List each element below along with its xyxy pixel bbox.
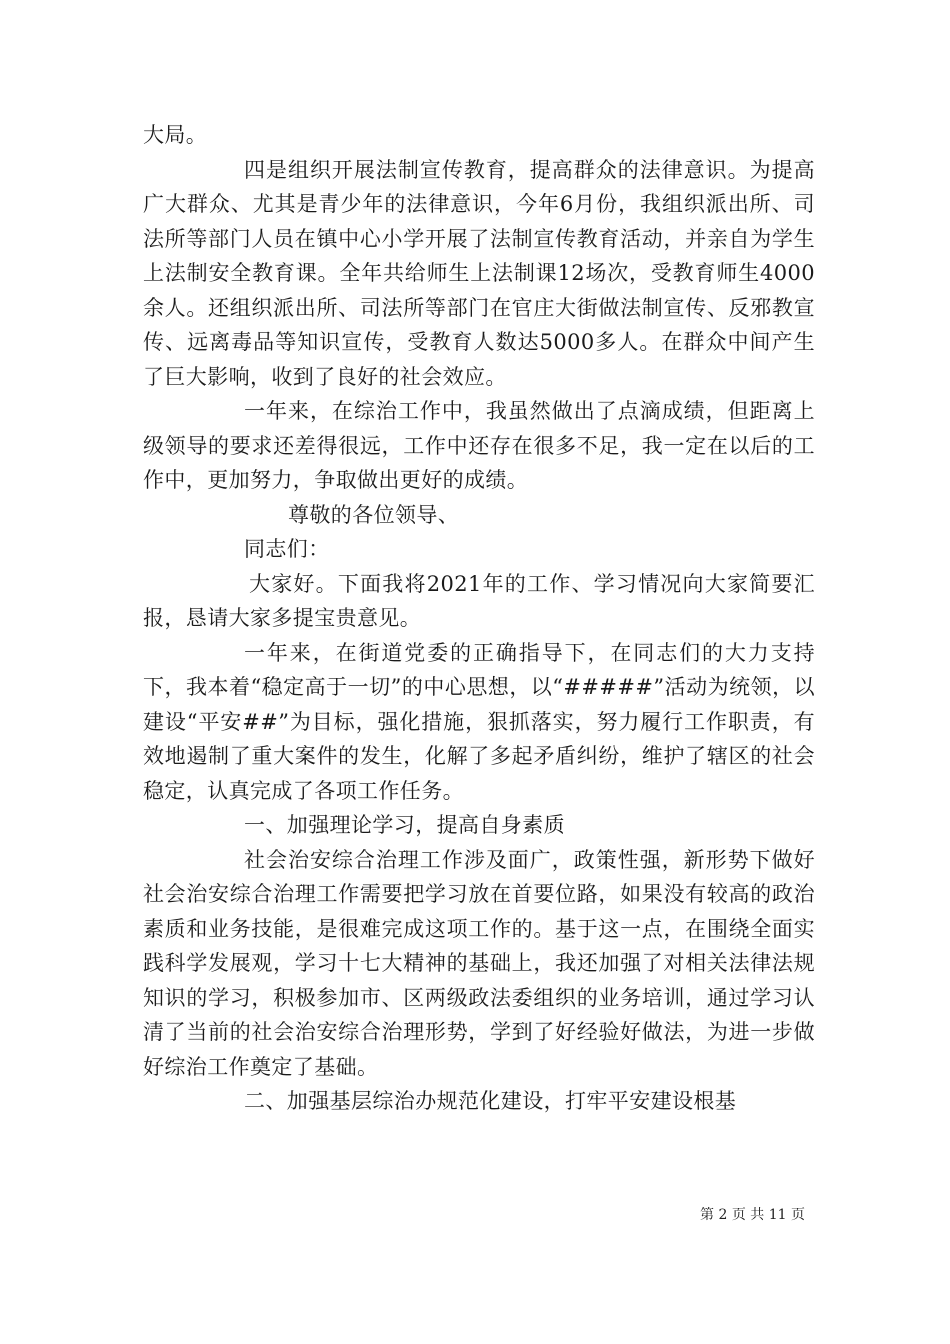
salutation-comrades: 同志们： [244,537,330,561]
paragraph-greeting: 大家好。下面我将2021年的工作、学习情况向大家简要汇报，恳请大家多提宝贵意见。 [143,571,815,630]
paragraph-overview: 一年来，在街道党委的正确指导下，在同志们的大力支持下，我本着“稳定高于一切”的中心思想，以“#####”活动为统领，以建设“平安##”为目标，强化措施，狠抓落实，努力履行工作职责，有效地遏制了重大案件的发生，化解了多起矛盾纠纷，维护了辖区的社会稳定，认真完成了各项工作任务。 [143,640,815,803]
page-number: 第 2 页 共 11 页 [700,1207,805,1223]
paragraph-year-summary: 一年来，在综治工作中，我虽然做出了点滴成绩，但距离上级领导的要求还差得很远，工作中还存在很多不足，我一定在以后的工作中，更加努力，争取做出更好的成绩。 [143,399,815,492]
section-heading-2: 二、加强基层综治办规范化建设，打牢平安建设根基 [244,1089,737,1113]
paragraph-continuation: 大局。 [143,123,208,147]
document-body [143,118,815,1119]
paragraph-legal-education: 四是组织开展法制宣传教育，提高群众的法律意识。为提高广大群众、尤其是青少年的法律意识，今年6月份，我组织派出所、司法所等部门人员在镇中心小学开展了法制宣传教育活动，并亲自为学生上法制安全教育课。全年共给师生上法制课12场次，受教育师生4000余人。还组织派出所、司法所等部门在官庄大街做法制宣传、反邪教宣传、远离毒品等知识宣传，受教育人数达5000多人。在群众中间产生了巨大影响，收到了良好的社会效应。 [143,157,815,389]
section-heading-1: 一、加强理论学习，提高自身素质 [244,813,565,837]
salutation-leaders: 尊敬的各位领导、 [288,502,460,527]
paragraph-theory-study: 社会治安综合治理工作涉及面广，政策性强，新形势下做好社会治安综合治理工作需要把学习放在首要位路，如果没有较高的政治素质和业务技能，是很难完成这项工作的。基于这一点，在围绕全面实践科学发展观，学习十七大精神的基础上，我还加强了对相关法律法规知识的学习，积极参加市、区两级政法委组织的业务培训，通过学习认清了当前的社会治安综合治理形势，学到了好经验好做法，为进一步做好综治工作奠定了基础。 [143,847,815,1079]
